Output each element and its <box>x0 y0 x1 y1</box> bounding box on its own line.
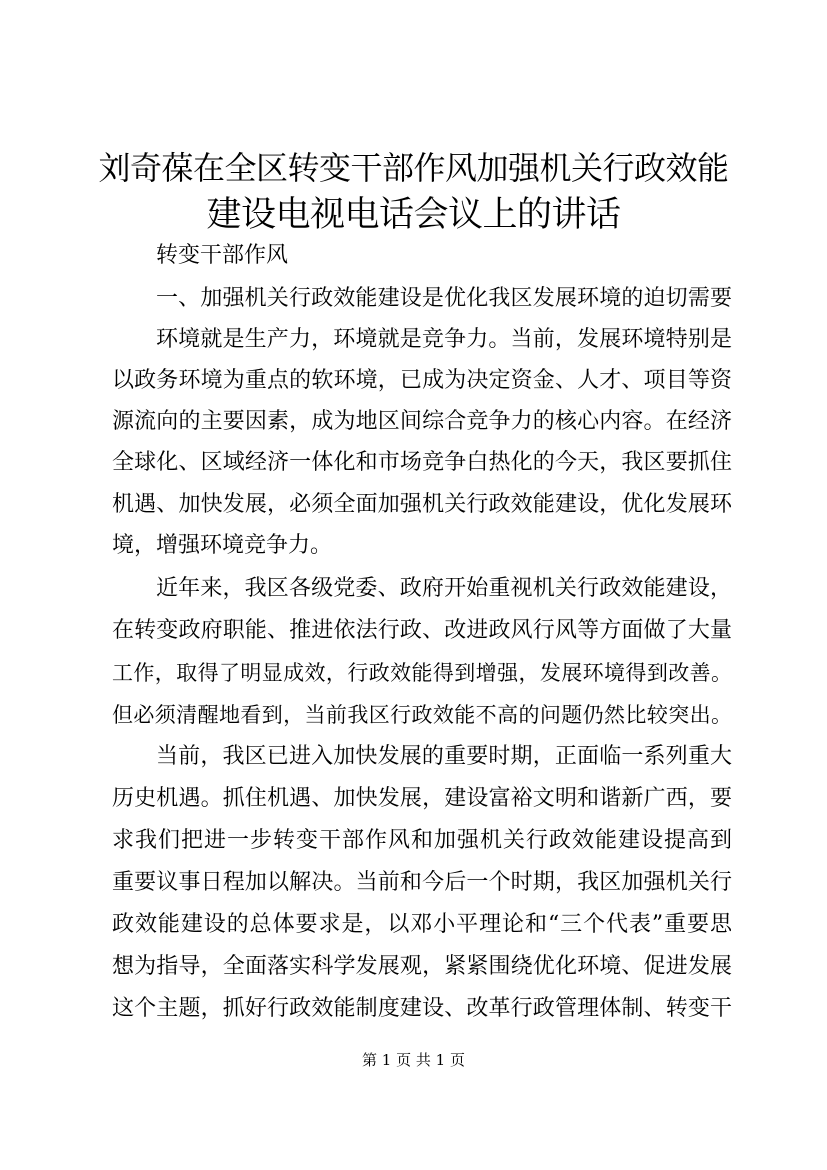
document-title-line-1: 刘奇葆在全区转变干部作风加强机关行政效能 <box>98 149 729 187</box>
text-line: 政效能建设的总体要求是，以邓小平理论和“三个代表”重要思 <box>112 912 732 937</box>
text-line: 境，增强环境竞争力。 <box>112 533 333 558</box>
text-line: 历史机遇。抓住机遇、加快发展，建设富裕文明和谐新广西，要 <box>112 786 732 811</box>
subtitle-line: 转变干部作风 <box>156 243 289 268</box>
text-line: 源流向的主要因素，成为地区间综合竞争力的核心内容。在经济 <box>112 409 732 434</box>
text-line: 这个主题，抓好行政效能制度建设、改革行政管理体制、转变干 <box>112 996 732 1021</box>
text-line: 近年来，我区各级党委、政府开始重视机关行政效能建设， <box>156 576 732 601</box>
text-line: 但必须清醒地看到，当前我区行政效能不高的问题仍然比较突出。 <box>112 703 732 727</box>
page-number-footer: 第 1 页 共 1 页 <box>362 1051 465 1069</box>
text-line: 环境就是生产力，环境就是竞争力。当前，发展环境特别是 <box>156 327 732 352</box>
text-line: 想为指导，全面落实科学发展观，紧紧围绕优化环境、促进发展 <box>112 954 732 979</box>
text-line: 求我们把进一步转变干部作风和加强机关行政效能建设提高到 <box>112 828 732 853</box>
text-line: 全球化、区域经济一体化和市场竞争白热化的今天，我区要抓住 <box>112 450 732 475</box>
text-line: 以政务环境为重点的软环境，已成为决定资金、人才、项目等资 <box>112 368 732 393</box>
text-line: 在转变政府职能、推进依法行政、改进政风行风等方面做了大量 <box>112 618 732 643</box>
text-line: 当前，我区已进入加快发展的重要时期，正面临一系列重大 <box>156 744 732 769</box>
text-line: 工作，取得了明显成效，行政效能得到增强，发展环境得到改善。 <box>112 661 732 685</box>
text-line: 机遇、加快发展，必须全面加强机关行政效能建设，优化发展环 <box>112 492 732 517</box>
document-title-line-2: 建设电视电话会议上的讲话 <box>206 195 621 235</box>
text-line: 重要议事日程加以解决。当前和今后一个时期，我区加强机关行 <box>112 870 732 895</box>
section-heading: 一、加强机关行政效能建设是优化我区发展环境的迫切需要 <box>156 286 732 311</box>
